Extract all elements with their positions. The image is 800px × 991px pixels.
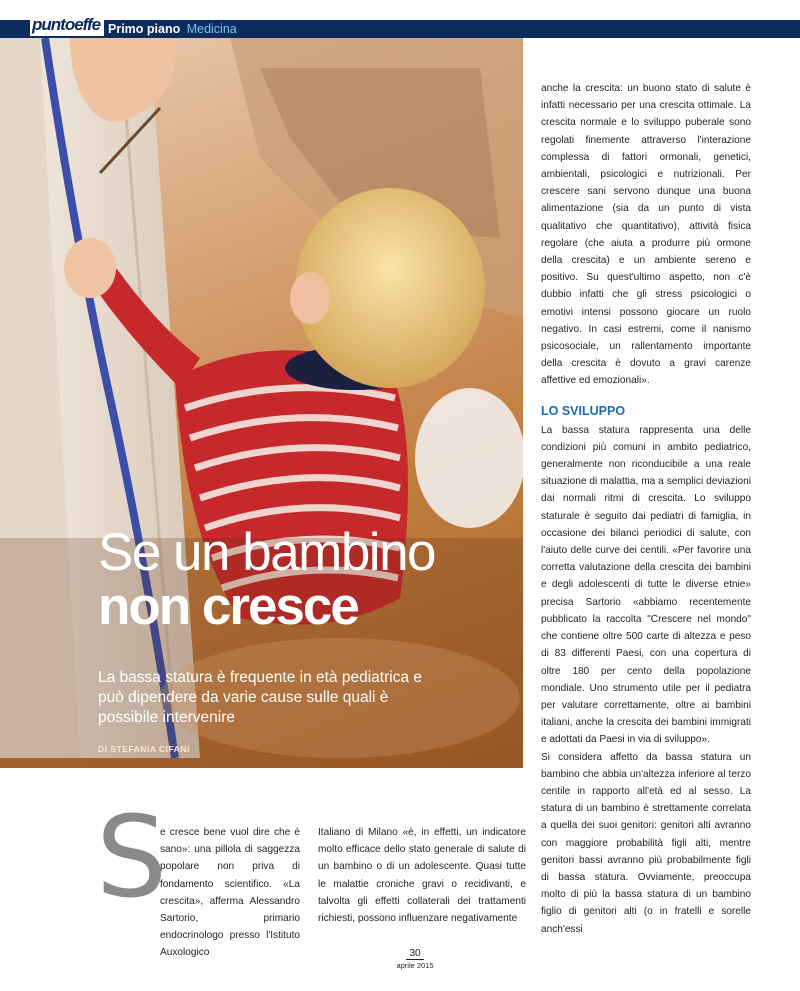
paragraph: La bassa statura rappresenta una delle condizioni più comuni in ambito pediatrico, generalmente non riconducibile a una reale situazione di malattia, ma a semplici deviazioni dai normali ritmi di crescita. Lo sviluppo staturale è seguito dai pediatri di famiglia, in occasione dei bilanci periodici di salute, con l'aiuto delle curve dei centili. «Per favorire una corretta valutazione della crescita dei bambini e degli adolescenti di tutte le diverse etnie» precisa Sartorio «abbiamo recentemente pubblicato la raccolta "Crescere nel mondo" che contiene oltre 500 carte di altezza e peso di 83 differenti Paesi, con una copertura di oltre 180 per cento della popolazione mondiale. Uno strumento utile per il pediatra per valutare correttamente, oltre ai bambini italiani, anche la crescita dei bambini immigrati e adottati da Paesi in via di sviluppo». xyxy=(541,424,751,746)
paragraph: Italiano di Milano «è, in effetti, un indicatore molto efficace dello stato generale di salute di un bambino o di un adolescente. Quasi tutte le malattie croniche gravi o recidivanti, e talvolta gli effetti collaterali dei trattamenti richiesti, possono influenzare negativamente xyxy=(318,827,526,925)
right-column xyxy=(541,80,751,938)
title-line-2: non cresce xyxy=(98,577,358,636)
hero-photo xyxy=(0,38,523,768)
section-label xyxy=(108,20,237,38)
magazine-logo: puntoeffe xyxy=(30,14,104,36)
page-folio xyxy=(390,948,440,971)
article-deck: La bassa statura è frequente in età pediatrica e può dipendere da varie cause sulle quali è possibile intervenire xyxy=(98,669,422,726)
child-measuring-illustration xyxy=(0,38,523,768)
paragraph: Si considera affetto da bassa statura un bambino che abbia un'altezza inferiore al terzo centile in rapporto all'età ed al sesso. La statura di un bambino è strettamente correlata a quella dei suoi genitori: genitori alti avranno con maggiore probabilità figli alti, mentre genitori bassi avranno più probabilmente figli di bassa statura. Ovviamente, preoccupa molto di più la bassa statura di un bambino figlio di genitori alti (o in fratelli e sorelle anch'essi xyxy=(541,751,751,935)
page-number: 30 xyxy=(406,948,423,960)
article-title xyxy=(98,523,518,636)
subhead: LO SVILUPPO xyxy=(541,403,626,418)
page-header xyxy=(0,0,800,38)
subsection-name: Medicina xyxy=(186,22,237,36)
issue-date: aprile 2015 xyxy=(396,961,434,970)
paragraph: e cresce bene vuol dire che è sano»: una pillola di saggezza popolare non priva di fondamento scientifico. «La crescita», afferma Alessandro Sartorio, primario endocrinologo presso l'Istituto Auxologico xyxy=(160,827,300,959)
body-column-2 xyxy=(318,824,526,927)
body-column-1 xyxy=(160,824,300,962)
title-line-1: Se un bambino xyxy=(98,523,436,582)
paragraph: anche la crescita: un buono stato di salute è infatti necessario per una crescita ottimale. La crescita normale e lo sviluppo puberale sono regolati finemente attraverso l'interazione complessa di fattori ormonali, genetici, ambientali, psicologici e nutrizionali. Per crescere sani servono dunque una buona alimentazione (sia da un punto di vista qualitativo che quantitativo), attività fisica regolare (che aiuta a produrre più ormone della crescita) e un ambiente sereno e positivo. Su quest'ultimo aspetto, non c'è dubbio infatti che gli stress psicologici o emotivi intensi possono giocare un ruolo negativo. In casi estremi, come il nanismo psicosociale, un rallentamento importante della crescita è dovuto a gravi carenze affettive ed emozionali». xyxy=(541,83,751,387)
byline: DI STEFANIA CIFANI xyxy=(98,744,190,754)
drop-cap: S xyxy=(96,793,168,923)
section-name: Primo piano xyxy=(108,22,181,36)
